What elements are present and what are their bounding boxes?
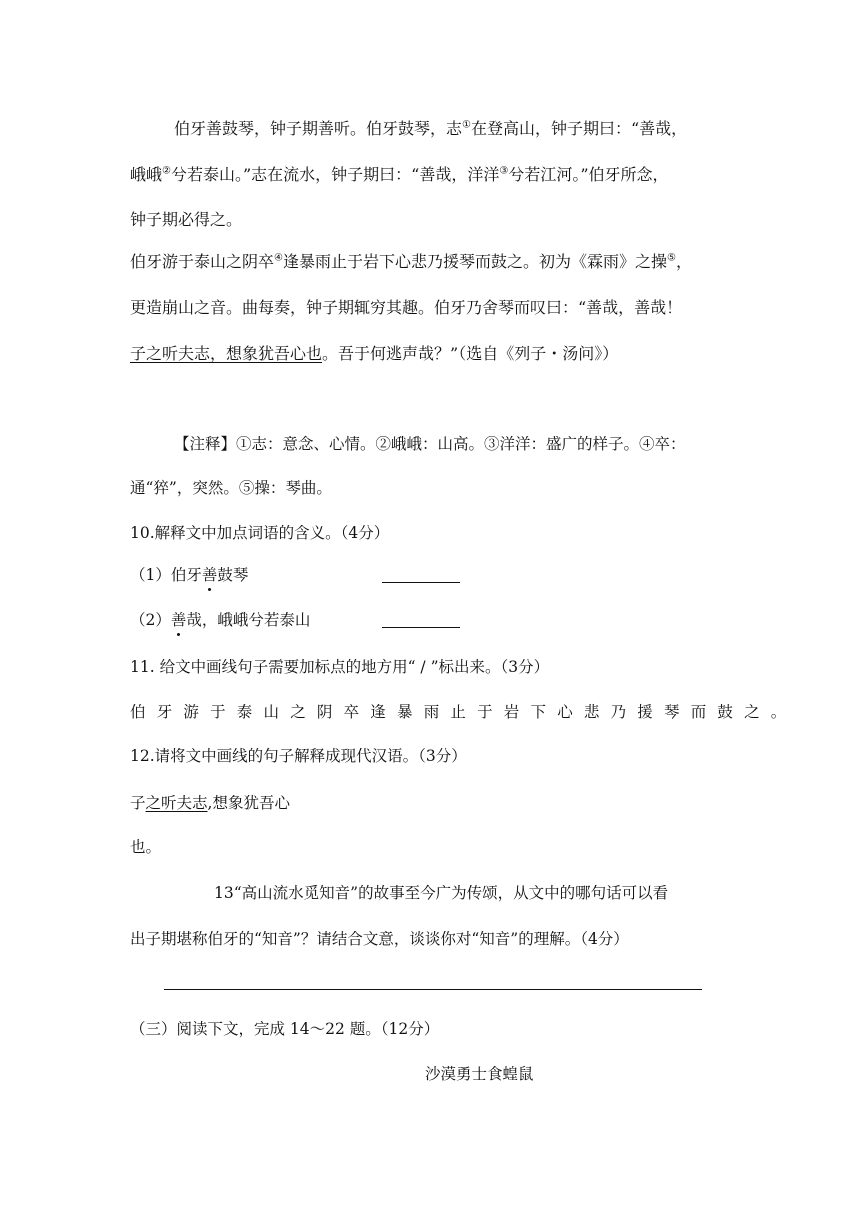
- passage-line: 峨峨②兮若泰山。”志在流水，钟子期曰：“善哉，洋洋③兮若江河。”伯牙所念，: [130, 165, 669, 184]
- question-11-title: 11. 给文中画线句子需要加标点的地方用“ / ”标出来。（3分）: [130, 658, 550, 676]
- answer-blank[interactable]: [382, 627, 460, 628]
- question-13-line: 出子期堪称伯牙的“知音”？请结合文意，谈谈你对“知音”的理解。（4分）: [130, 930, 629, 948]
- section-heading: （三）阅读下文，完成 14～22 题。（12分）: [130, 1020, 440, 1038]
- question-13-line: 13“高山流水觅知音”的故事至今广为传颂，从文中的哪句话可以看: [214, 884, 669, 902]
- question-10-title: 10.解释文中加点词语的含义。（4分）: [130, 524, 390, 542]
- question-12-answer: 子之听夫志,想象犹吾心: [130, 794, 290, 812]
- dotted-word: 善: [170, 611, 187, 629]
- notes-line: 通“猝”，突然。⑤操：琴曲。: [130, 479, 332, 497]
- article-title: 沙漠勇士食蝗鼠: [425, 1065, 534, 1083]
- notes-line: 【注释】①志：意念、心情。②峨峨：山高。③洋洋：盛广的样子。④卒：: [174, 435, 686, 453]
- answer-line[interactable]: [164, 989, 702, 990]
- passage-line: 子之听夫志，想象犹吾心也。吾于何逃声哉？”（选自《列子・汤问》）: [130, 344, 619, 363]
- question-10-item-1: （1）伯牙善鼓琴: [130, 566, 249, 584]
- underlined-sentence: 子之听夫志，想象犹吾心也: [130, 344, 323, 363]
- question-12-title: 12.请将文中画线的句子解释成现代汉语。（3分）: [130, 747, 467, 765]
- passage-line: 更造崩山之音。曲每奏，钟子期辄穷其趣。伯牙乃舍琴而叹曰：“善哉，善哉！: [130, 298, 683, 317]
- question-10-item-2: （2）善哉，峨峨兮若泰山: [130, 611, 311, 629]
- passage-line: 钟子期必得之。: [130, 210, 243, 229]
- question-12-answer: 也。: [130, 838, 162, 856]
- dotted-word: 善: [201, 566, 218, 584]
- passage-line: 伯牙游于泰山之阴卒④逢暴雨止于岩下心悲乃援琴而鼓之。初为《霖雨》之操⑤，: [130, 252, 692, 271]
- answer-blank[interactable]: [382, 582, 460, 583]
- question-11-sentence: 伯牙游于泰山之阴卒逢暴雨止于岩下心悲乃援琴而鼓之。: [130, 703, 798, 721]
- passage-line: 伯牙善鼓琴，钟子期善听。伯牙鼓琴，志①在登高山，钟子期曰：“善哉，: [174, 119, 688, 138]
